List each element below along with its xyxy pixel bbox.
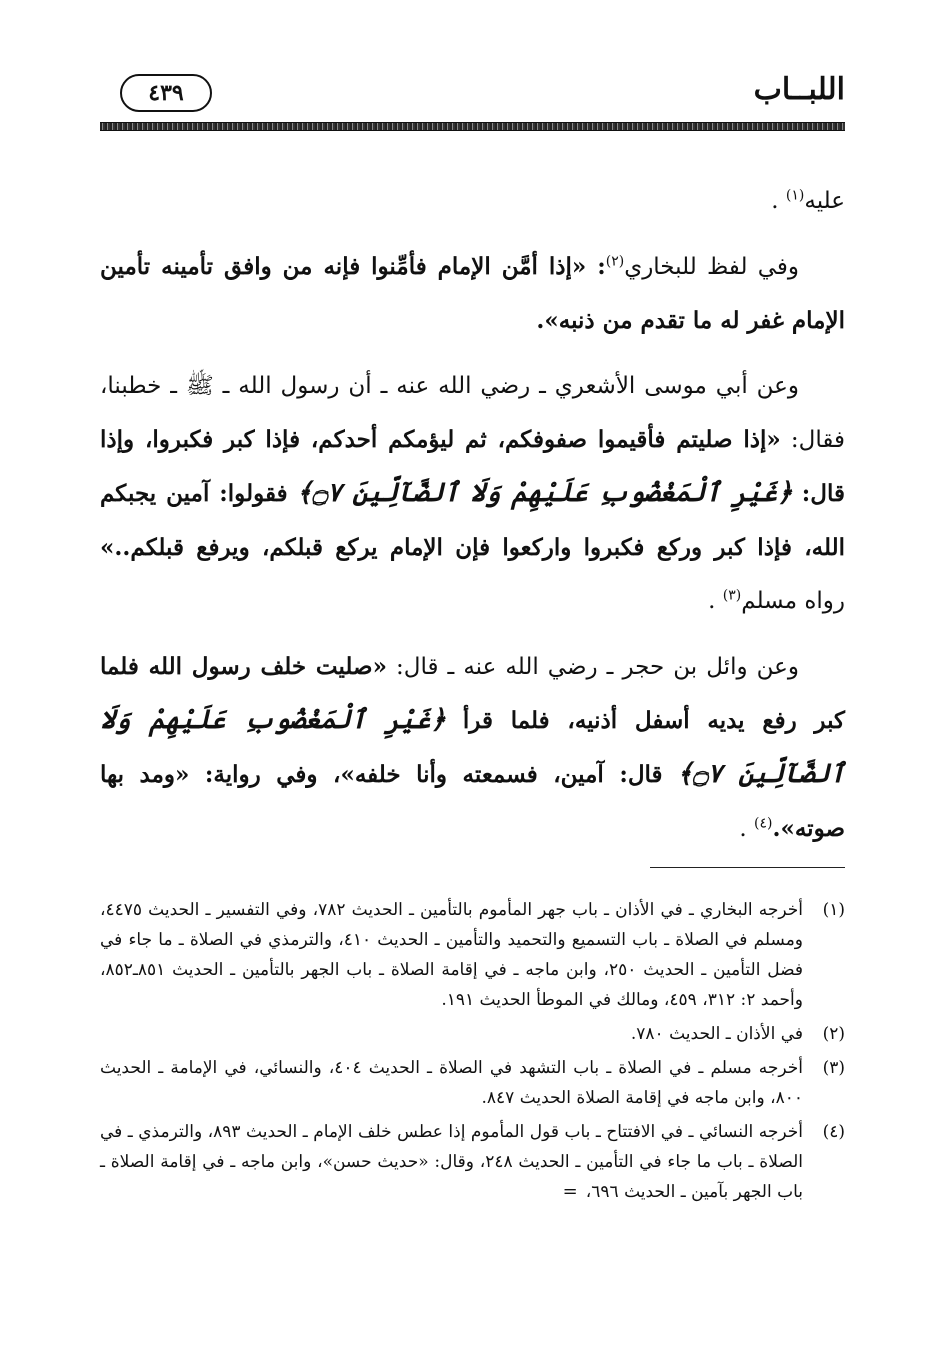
- p1-end: .: [771, 188, 779, 214]
- p3-quote-1: «إذا صليتم فأقيموا صفوفكم، ثم ليؤمكم أحدكم، فإذا كبر فكبروا، وإذا قال:: [100, 426, 846, 507]
- p3-tail: رواه مسلم: [741, 588, 845, 614]
- footnote-ref-1: (١): [785, 187, 805, 204]
- page-header: [100, 68, 845, 128]
- header-rule: [100, 122, 845, 131]
- footnote-number: (١): [822, 900, 845, 920]
- footnote-text-wrap: [100, 1117, 803, 1207]
- footnote-ref-4: (٤): [754, 815, 773, 832]
- footnote-number: (٣): [822, 1058, 845, 1078]
- footnotes: [100, 895, 845, 1211]
- footnote-3: [100, 1053, 845, 1113]
- p4-end: .: [739, 816, 747, 842]
- paragraph-4: [100, 640, 845, 856]
- main-text: [100, 175, 845, 868]
- book-title: اللبــاب: [753, 72, 845, 107]
- footnote-text: أخرجه مسلم ـ في الصلاة ـ باب التشهد في الصلاة ـ الحديث ٤٠٤، والنسائي، في الإمامة ـ الحديث ٨٠٠، وابن ماجه في إقامة الصلاة الحديث ٨٤٧.: [100, 1058, 803, 1108]
- p4-lead: وعن وائل بن حجر ـ رضي الله عنه ـ قال:: [396, 654, 799, 680]
- footnote-number: (٢): [822, 1024, 845, 1044]
- paragraph-3: [100, 360, 845, 628]
- footnote-ref-3: (٣): [722, 587, 742, 604]
- p2-quote: : «إذا أمَّن الإمام فأمِّنوا فإنه من وافق تأمينه تأمين الإمام غفر له ما تقدم من ذنبه».: [100, 253, 845, 334]
- footnote-2: [100, 1019, 845, 1049]
- footnote-1: [100, 895, 845, 1015]
- footnote-text: أخرجه النسائي ـ في الافتتاح ـ باب قول المأموم إذا عطس خلف الإمام ـ الحديث ٨٩٣، والترمذي ـ في الصلاة ـ باب ما جاء في التأمين ـ الحديث ٢٤٨، وقال: «حديث حسن»، وابن ماجه ـ في إقامة الصلاة ـ باب الجهر بآمين ـ الحديث ٦٩٦،: [100, 1122, 803, 1202]
- p4-quote-2: قال: آمين، فسمعته وأنا خلفه»، وفي رواية: «ومد بها صوته».: [100, 761, 845, 842]
- footnote-text: في الأذان ـ الحديث ٧٨٠.: [630, 1024, 803, 1044]
- p3-end: .: [708, 588, 716, 614]
- p1-text: عليه: [804, 188, 845, 214]
- p4-quote-1: «صليت خلف رسول الله فلما كبر رفع يديه أسفل أذنيه، فلما قرأ: [100, 653, 846, 734]
- p3-quote-2: فقولوا: آمين يجبكم الله، فإذا كبر وركع فكبروا واركعوا فإن الإمام يركع قبلكم، ويرفع قبلكم..»: [100, 480, 845, 561]
- footnote-ref-2: (٢): [605, 253, 625, 270]
- footnote-4: [100, 1117, 845, 1207]
- footnote-text: أخرجه البخاري ـ في الأذان ـ باب جهر المأموم بالتأمين ـ الحديث ٧٨٢، وفي التفسير ـ الحديث ٤٤٧٥، ومسلم في الصلاة ـ باب التسميع والتحميد والتأمين ـ الحديث ٤١٠، والترمذي في الصلاة ـ ما جاء في فضل التأمين ـ الحديث ٢٥٠، وابن ماجه ـ في إقامة الصلاة ـ باب الجهر بالتأمين ـ الحديث ٨٥١ـ٨٥٢، وأحمد ٢: ٣١٢، ٤٥٩، ومالك في الموطأ الحديث ١٩١.: [100, 900, 804, 1010]
- p3-lead: وعن أبي موسى الأشعري ـ رضي الله عنه ـ أن رسول الله ـ ﷺ ـ خطبنا، فقال:: [100, 373, 846, 453]
- footnote-number: (٤): [822, 1122, 845, 1142]
- p4-quran-verse: ﴿غَيْرِ ٱلْمَغْضُوبِ عَلَيْهِمْ وَلَا ٱلضَّآلِّينَ ۝٧﴾: [100, 705, 846, 789]
- paragraph-2: [100, 240, 845, 348]
- p3-quran-verse: ﴿غَيْرِ ٱلْمَغْضُوبِ عَلَيْهِمْ وَلَا ٱلضَّآلِّينَ ۝٧﴾: [296, 478, 793, 508]
- paragraph-1: [100, 175, 845, 228]
- footnote-separator: [650, 867, 845, 868]
- page-number-badge: ٤٣٩: [120, 74, 212, 112]
- continuation-mark: =: [562, 1181, 578, 1202]
- p2-lead: وفي لفظ للبخاري: [624, 254, 799, 280]
